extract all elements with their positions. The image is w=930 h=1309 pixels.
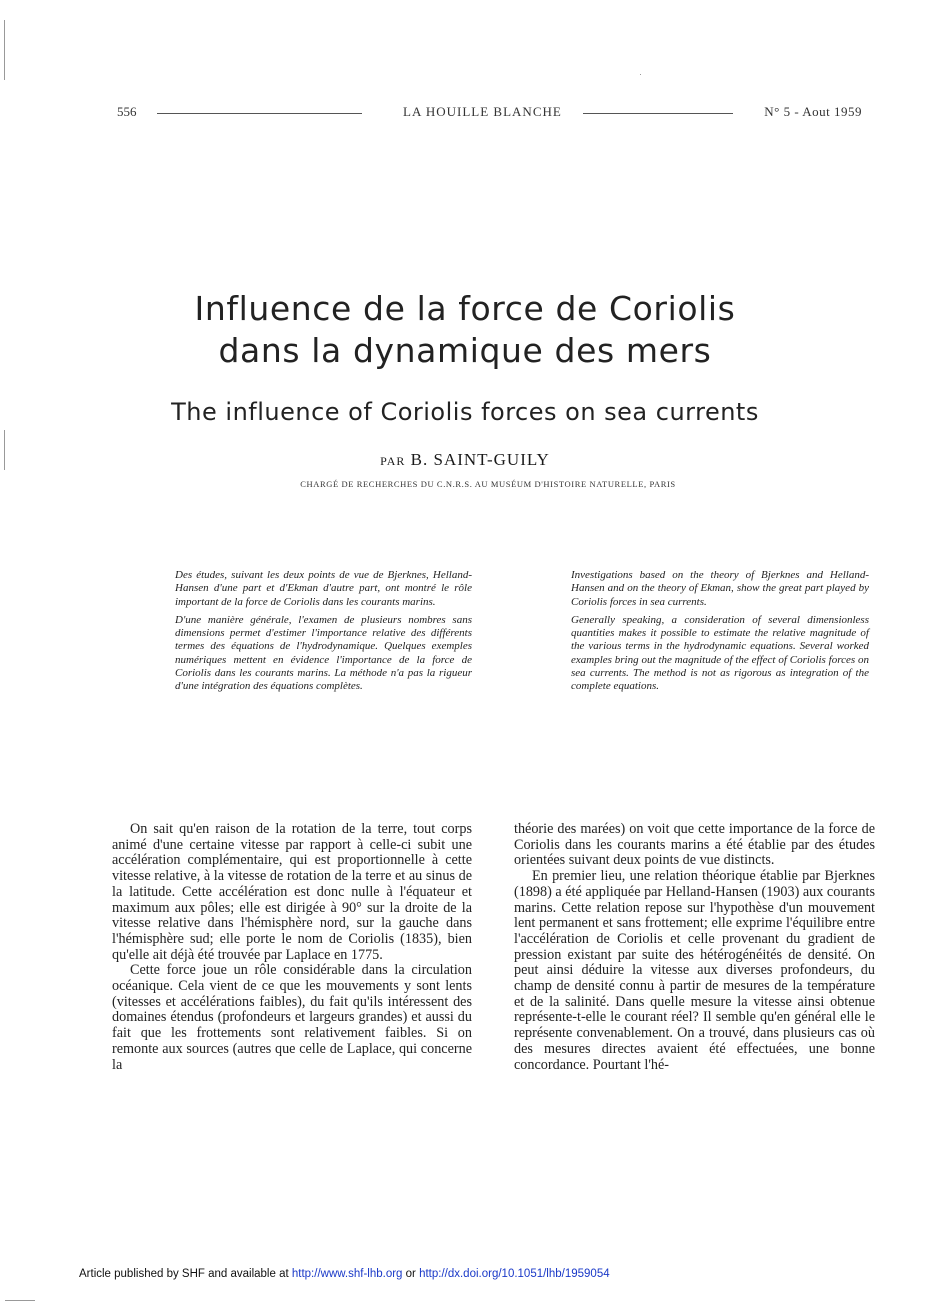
scan-speck xyxy=(4,20,5,80)
scan-speck xyxy=(4,430,5,470)
scan-speck xyxy=(640,74,641,75)
body-left-paragraph-1: On sait qu'en raison de la rotation de la terre, tout corps animé d'une certaine vitesse par rapport à celle-ci subit une accélération complémentaire, qui est proportionnelle à cette vitesse relative, à la vitesse de rotation de la terre et au sinus de la latitude. Cette accélération est donc nulle à l'équateur et maximum aux pôles; elle est dirigée à 90° sur la droite de la vitesse relative dans l'hémisphère nord, sur la gauche dans l'hémisphère sud; elle porte le nom de Coriolis (1835), bien qu'elle ait déjà été trouvée par Laplace en 1775. xyxy=(112,821,472,963)
article-title-fr xyxy=(0,288,930,372)
title-fr-line-1: Influence de la force de Coriolis xyxy=(194,289,736,328)
header-rule-left xyxy=(157,113,362,114)
abstract-en-paragraph-2: Generally speaking, a consideration of several dimensionless quantities makes it possible to estimate the relative magnitude of the various terms in the hydrodynamic equations. Several worked examples bring out the magnitude of the effect of Coriolis forces on sea currents. The method is not as rigorous as integration of the complete equations. xyxy=(571,613,869,693)
body-left-paragraph-2: Cette force joue un rôle considérable dans la circulation océanique. Cela vient de ce que les mouvements y sont lents (vitesses et accélérations faibles), du fait qu'ils intéressent des domaines étendus (profondeurs et largeurs grandes) et aussi du fait que les frottements sont relativement faibles. Si on remonte aux sources (autres que celle de Laplace, qui concerne la xyxy=(112,962,472,1073)
author-affiliation: CHARGÉ DE RECHERCHES DU C.N.R.S. AU MUSÉUM D'HISTOIRE NATURELLE, PARIS xyxy=(300,479,676,489)
title-fr-line-2: dans la dynamique des mers xyxy=(218,331,712,370)
abstract-french xyxy=(175,569,472,699)
body-right-paragraph-2: En premier lieu, une relation théorique établie par Bjerknes (1898) a été appliquée par Helland-Hansen (1903) aux courants marins. Cette relation repose sur l'hypothèse d'un mouvement lent permanent et sans frottement; elle exprime l'équilibre entre l'accélération de Coriolis et celle provenant du gradient de pression existant par suite des hétérogénéités de densité. On peut ainsi déduire la vitesse aux diverses profondeurs, du champ de densité connu à partir de mesures de la température et de la salinité. Dans quelle mesure la vitesse ainsi obtenue représente-t-elle le courant réel? Il semble qu'en général elle le représente convenablement. On a trouvé, dans plusieurs cas où des mesures directes avaient été effectuées, une bonne concordance. Pourtant l'hé- xyxy=(514,868,875,1073)
journal-name: LA HOUILLE BLANCHE xyxy=(403,104,562,119)
running-header xyxy=(117,104,862,124)
issue-info: N° 5 - Aout 1959 xyxy=(764,104,862,119)
body-right-paragraph-1: théorie des marées) on voit que cette importance de la force de Coriolis dans les courants marins a été établie par des études orientées suivant deux points de vue distincts. xyxy=(514,821,875,869)
byline-par: PAR xyxy=(380,454,406,468)
abstract-fr-paragraph-1: Des études, suivant les deux points de vue de Bjerknes, Helland-Hansen d'une part et d'Ekman d'autre part, ont montré le rôle important de la force de Coriolis dans les courants marins. xyxy=(175,569,472,608)
publication-footer xyxy=(79,1268,610,1280)
byline xyxy=(0,450,930,470)
abstract-fr-paragraph-2: D'une manière générale, l'examen de plusieurs nombres sans dimensions permet d'estimer l'importance relative des différents termes des équations de l'hydrodynamique. Quelques exemples numériques mettent en évidence l'importance de la force de Coriolis dans les courants marins. La méthode n'a pas la rigueur d'une intégration des équations complètes. xyxy=(175,613,472,693)
footer-prefix: Article published by SHF and available at xyxy=(79,1268,292,1280)
header-rule-right xyxy=(583,113,733,114)
footer-middle: or xyxy=(402,1268,420,1280)
footer-link-shf[interactable]: http://www.shf-lhb.org xyxy=(291,1268,403,1280)
abstract-english xyxy=(571,569,869,699)
article-title-en: The influence of Coriolis forces on sea currents xyxy=(171,398,759,426)
author-name: B. SAINT-GUILY xyxy=(410,450,550,469)
footer-link-doi[interactable]: http://dx.doi.org/10.1051/lhb/1959054 xyxy=(419,1268,610,1280)
scan-speck xyxy=(5,1300,35,1301)
body-column-left xyxy=(112,822,472,1073)
page-number: 556 xyxy=(117,104,137,119)
body-column-right xyxy=(514,822,875,1073)
abstract-en-paragraph-1: Investigations based on the theory of Bjerknes and Helland-Hansen and on the theory of Ekman, show the great part played by Coriolis forces in sea currents. xyxy=(571,569,869,608)
